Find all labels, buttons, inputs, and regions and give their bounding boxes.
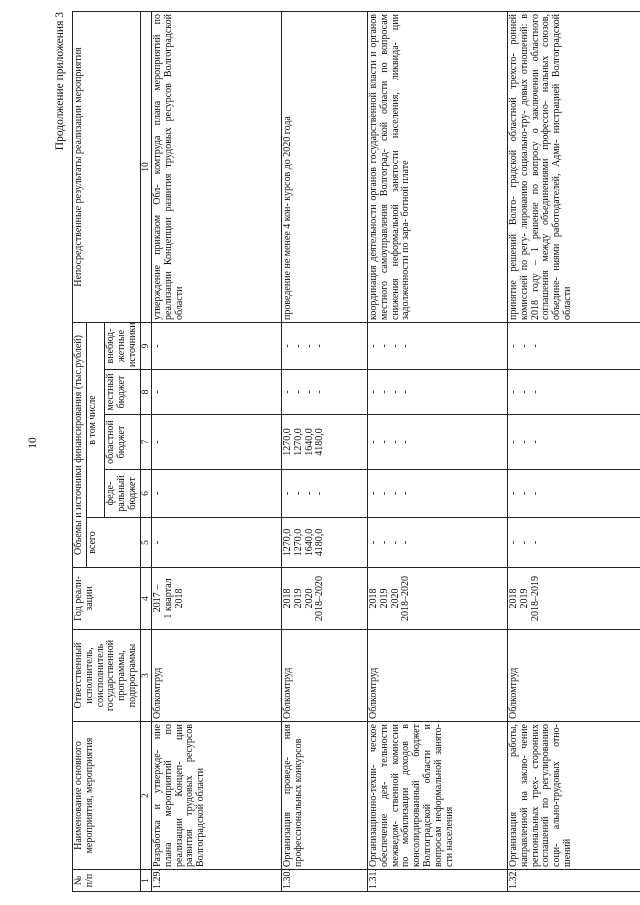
extra-value: - - - - — [282, 323, 368, 370]
federal-value: - — [152, 470, 282, 518]
total-value: - — [152, 518, 282, 568]
index-row — [140, 12, 151, 892]
regional-value: - - - - — [368, 415, 508, 470]
row-number: 1.32. — [508, 870, 640, 892]
regional-value: 1270,0 1270,0 1640,0 4180,0 — [282, 415, 368, 470]
rotated-page — [52, 12, 640, 892]
total-value: - - - — [508, 518, 640, 568]
header-including: в том числе — [86, 323, 105, 518]
years: 2018 2019 2018–2019 — [508, 568, 640, 630]
index-cell: 9 — [140, 323, 151, 370]
header-result: Непосредственные результаты реализации мероприятия — [73, 12, 141, 323]
page-number: 10 — [26, 437, 39, 449]
index-cell: 3 — [140, 630, 151, 722]
row-number: 1.30. — [282, 870, 368, 892]
index-cell: 2 — [140, 722, 151, 870]
result-text: принятие решений Волго- градской областной трехсто- ронней комиссией по регу- лированию социально-тру- довых отношений: в 2018 году – 1 решение по вопросу о заключении областного соглашения между объединениями профессио- нальных союзов, объедине- ниями работодателей, Адми- нистрацией Волгоградской области — [508, 12, 640, 323]
executor: Облкомтруд — [508, 630, 640, 722]
years: 2017 – 1 квартал 2018 — [152, 568, 282, 630]
header-row-1 — [73, 12, 87, 892]
local-value: - - - - — [368, 370, 508, 415]
header-federal: феде- ральный бюджет — [105, 470, 140, 518]
header-regional: областной бюджет — [105, 415, 140, 470]
result-text: утверждение приказом Обл- комтруда плана мероприятий по реализации Концепции развития трудовых ресурсов Волгоградской области — [152, 12, 282, 323]
header-num: № п/п — [73, 870, 141, 892]
local-value: - — [152, 370, 282, 415]
table-row — [508, 12, 640, 892]
extra-value: - - - - — [368, 323, 508, 370]
federal-value: - - - - — [368, 470, 508, 518]
federal-value: - - - — [508, 470, 640, 518]
header-funding: Объемы и источники финансирования (тыс.рублей) — [73, 323, 87, 568]
index-cell: 6 — [140, 470, 151, 518]
table-row — [368, 12, 508, 892]
executor: Облкомтруд — [282, 630, 368, 722]
federal-value: - - - - — [282, 470, 368, 518]
header-name: Наименование основного мероприятия, мероприятия — [73, 722, 141, 870]
index-cell: 8 — [140, 370, 151, 415]
result-text: проведение не менее 4 кон- курсов до 2020 года — [282, 12, 368, 323]
row-number: 1.31. — [368, 870, 508, 892]
local-value: - - - — [508, 370, 640, 415]
table-row — [152, 12, 282, 892]
index-cell: 1 — [140, 870, 151, 892]
regional-value: - - - — [508, 415, 640, 470]
index-cell: 4 — [140, 568, 151, 630]
header-total: всего — [86, 518, 140, 568]
years: 2018 2019 2020 2018–2020 — [282, 568, 368, 630]
row-number: 1.29. — [152, 870, 282, 892]
result-text: координация деятельности органов государственной власти и органов местного самоуправления Волгоград- ской области по вопросам снижения неформальной занятости населения, ликвида- ции задолженности по зара- ботной плате — [368, 12, 508, 323]
regional-value: - — [152, 415, 282, 470]
executor: Облкомтруд — [368, 630, 508, 722]
years: 2018 2019 2020 2018–2020 — [368, 568, 508, 630]
index-cell: 5 — [140, 518, 151, 568]
activity-name: Организация работы, направленной на заклю- чение региональных трех- сторонних соглашений по регулированию соци- ально-трудовых отно- шений — [508, 722, 640, 870]
executor: Облкомтруд — [152, 630, 282, 722]
extra-value: - - - — [508, 323, 640, 370]
total-value: 1270,0 1270,0 1640,0 4180,0 — [282, 518, 368, 568]
total-value: - - - - — [368, 518, 508, 568]
index-cell: 7 — [140, 415, 151, 470]
activity-name: Разработка и утвержде- ние плана мероприятий по реализации Концеп- ции развития трудовых ресурсов Волгоградской области — [152, 722, 282, 870]
header-executor: Ответственный исполнитель, соисполнитель государственной программы, подпрограммы — [73, 630, 141, 722]
activity-name: Организация проведе- ния профессиональных конкурсов — [282, 722, 368, 870]
header-extrabudget: внебюд- жетные источники — [105, 323, 140, 370]
index-cell: 10 — [140, 12, 151, 323]
continuation-label: Продолжение приложения 3 — [54, 12, 66, 151]
header-local: местный бюджет — [105, 370, 140, 415]
header-years: Год реали- зации — [73, 568, 141, 630]
local-value: - - - - — [282, 370, 368, 415]
table-row — [282, 12, 368, 892]
extra-value: - — [152, 323, 282, 370]
program-table — [72, 11, 640, 892]
activity-name: Организационно-техни- ческое обеспечение дея- тельности межведом- ственной комиссии по мобилизации доходов в консолидированный бюджет Волгоградской области и вопросам неформальной занято- сти населения — [368, 722, 508, 870]
